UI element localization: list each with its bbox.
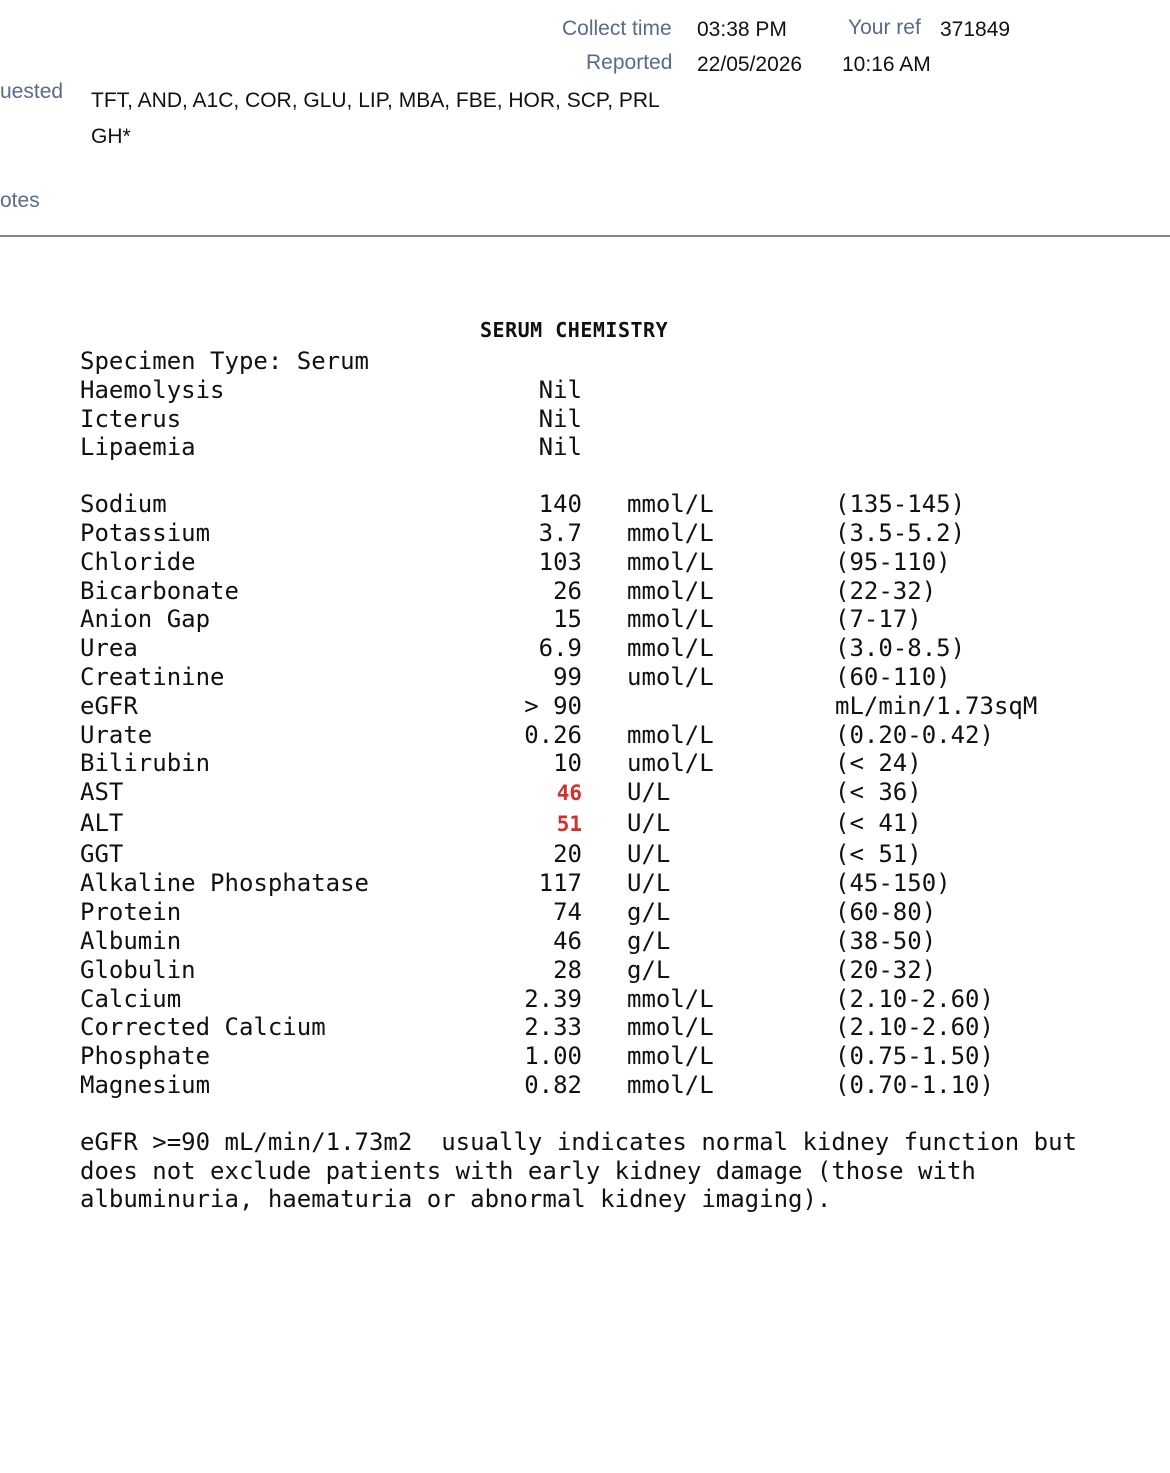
result-range: (22-32) bbox=[835, 577, 937, 605]
result-range: (20-32) bbox=[835, 956, 937, 984]
result-value: 103 bbox=[538, 548, 582, 576]
result-value: 140 bbox=[538, 490, 582, 518]
notes-label: otes bbox=[0, 189, 40, 212]
result-name: AST bbox=[80, 778, 124, 806]
result-unit: mmol/L bbox=[627, 605, 714, 633]
result-name: Albumin bbox=[80, 927, 182, 955]
result-range: (< 36) bbox=[835, 778, 922, 806]
result-name: Anion Gap bbox=[80, 605, 211, 633]
specimen-check-name: Icterus bbox=[80, 405, 182, 433]
result-unit: mmol/L bbox=[627, 634, 714, 662]
result-unit: U/L bbox=[627, 869, 671, 897]
result-name: Corrected Calcium bbox=[80, 1013, 326, 1041]
result-range: (2.10-2.60) bbox=[835, 1013, 994, 1041]
result-unit: mmol/L bbox=[627, 490, 714, 518]
result-unit: mmol/L bbox=[627, 985, 714, 1013]
result-unit: umol/L bbox=[627, 749, 714, 777]
result-value-flagged: 51 bbox=[556, 812, 582, 836]
result-name: Globulin bbox=[80, 956, 196, 984]
result-value: 26 bbox=[553, 577, 582, 605]
header-divider bbox=[0, 235, 1170, 237]
result-range: (3.5-5.2) bbox=[835, 519, 966, 547]
result-unit: umol/L bbox=[627, 663, 714, 691]
result-range: (60-110) bbox=[835, 663, 951, 691]
result-unit: g/L bbox=[627, 956, 671, 984]
result-name: Calcium bbox=[80, 985, 182, 1013]
result-range: (3.0-8.5) bbox=[835, 634, 966, 662]
result-name: Chloride bbox=[80, 548, 196, 576]
result-unit: U/L bbox=[627, 778, 671, 806]
result-value: 28 bbox=[553, 956, 582, 984]
result-range: (135-145) bbox=[835, 490, 966, 518]
result-name: Phosphate bbox=[80, 1042, 211, 1070]
result-value: > 90 bbox=[524, 692, 582, 720]
reported-date: 22/05/2026 bbox=[697, 53, 803, 76]
result-range: mL/min/1.73sqM bbox=[835, 692, 1038, 720]
result-unit: U/L bbox=[627, 840, 671, 868]
result-value: 0.26 bbox=[524, 721, 582, 749]
collect-time-label: Collect time bbox=[562, 17, 672, 40]
result-name: Magnesium bbox=[80, 1071, 211, 1099]
result-range: (38-50) bbox=[835, 927, 937, 955]
result-name: Potassium bbox=[80, 519, 211, 547]
reported-label: Reported bbox=[586, 51, 673, 74]
result-range: (0.70-1.10) bbox=[835, 1071, 994, 1099]
result-value-flagged: 46 bbox=[556, 781, 582, 805]
specimen-check-value: Nil bbox=[538, 405, 582, 433]
result-value: 1.00 bbox=[524, 1042, 582, 1070]
reported-time: 10:16 AM bbox=[842, 53, 931, 76]
specimen-check-name: Haemolysis bbox=[80, 376, 225, 404]
specimen-check-value: Nil bbox=[538, 376, 582, 404]
result-unit: g/L bbox=[627, 898, 671, 926]
section-title: SERUM CHEMISTRY bbox=[480, 318, 669, 342]
result-unit: mmol/L bbox=[627, 1042, 714, 1070]
collect-time-value: 03:38 PM bbox=[697, 18, 787, 41]
result-value: 2.39 bbox=[524, 985, 582, 1013]
your-ref-value: 371849 bbox=[940, 18, 1011, 41]
result-value: 20 bbox=[553, 840, 582, 868]
result-range: (< 41) bbox=[835, 809, 922, 837]
result-range: (7-17) bbox=[835, 605, 922, 633]
result-name: Bicarbonate bbox=[80, 577, 239, 605]
result-value: 117 bbox=[538, 869, 582, 897]
result-name: Bilirubin bbox=[80, 749, 211, 777]
result-name: eGFR bbox=[80, 692, 138, 720]
result-value: 46 bbox=[553, 927, 582, 955]
result-unit: mmol/L bbox=[627, 1013, 714, 1041]
result-name: Creatinine bbox=[80, 663, 225, 691]
result-value: 99 bbox=[553, 663, 582, 691]
result-name: GGT bbox=[80, 840, 124, 868]
result-value: 15 bbox=[553, 605, 582, 633]
result-range: (45-150) bbox=[835, 869, 951, 897]
result-unit: g/L bbox=[627, 927, 671, 955]
result-value: 10 bbox=[553, 749, 582, 777]
result-name: Urea bbox=[80, 634, 138, 662]
specimen-check-name: Lipaemia bbox=[80, 433, 196, 461]
requested-label: uested bbox=[0, 80, 64, 103]
requested-tests-line2: GH* bbox=[91, 125, 131, 148]
result-range: (0.20-0.42) bbox=[835, 721, 994, 749]
specimen-type: Specimen Type: Serum bbox=[80, 347, 369, 375]
result-value: 2.33 bbox=[524, 1013, 582, 1041]
result-name: Protein bbox=[80, 898, 182, 926]
result-name: Sodium bbox=[80, 490, 167, 518]
result-range: (< 51) bbox=[835, 840, 922, 868]
result-value: 74 bbox=[553, 898, 582, 926]
result-value: 0.82 bbox=[524, 1071, 582, 1099]
result-range: (2.10-2.60) bbox=[835, 985, 994, 1013]
result-unit: mmol/L bbox=[627, 721, 714, 749]
result-unit: mmol/L bbox=[627, 1071, 714, 1099]
requested-tests-line1: TFT, AND, A1C, COR, GLU, LIP, MBA, FBE, HOR, SCP, PRL bbox=[91, 89, 660, 112]
your-ref-label: Your ref bbox=[848, 16, 921, 39]
result-range: (95-110) bbox=[835, 548, 951, 576]
result-name: Alkaline Phosphatase bbox=[80, 869, 369, 897]
result-unit: mmol/L bbox=[627, 548, 714, 576]
result-unit: mmol/L bbox=[627, 519, 714, 547]
specimen-check-value: Nil bbox=[538, 433, 582, 461]
result-value: 3.7 bbox=[538, 519, 582, 547]
result-range: (0.75-1.50) bbox=[835, 1042, 994, 1070]
result-name: Urate bbox=[80, 721, 153, 749]
result-value: 6.9 bbox=[538, 634, 582, 662]
result-unit: mmol/L bbox=[627, 577, 714, 605]
result-name: ALT bbox=[80, 809, 124, 837]
result-range: (< 24) bbox=[835, 749, 922, 777]
result-unit: U/L bbox=[627, 809, 671, 837]
result-range: (60-80) bbox=[835, 898, 937, 926]
egfr-note: eGFR >=90 mL/min/1.73m2 usually indicates normal kidney function but does not exclude patients with early kidney damage (those with albuminuria, haematuria or abnormal kidney imaging). bbox=[80, 1128, 1077, 1213]
